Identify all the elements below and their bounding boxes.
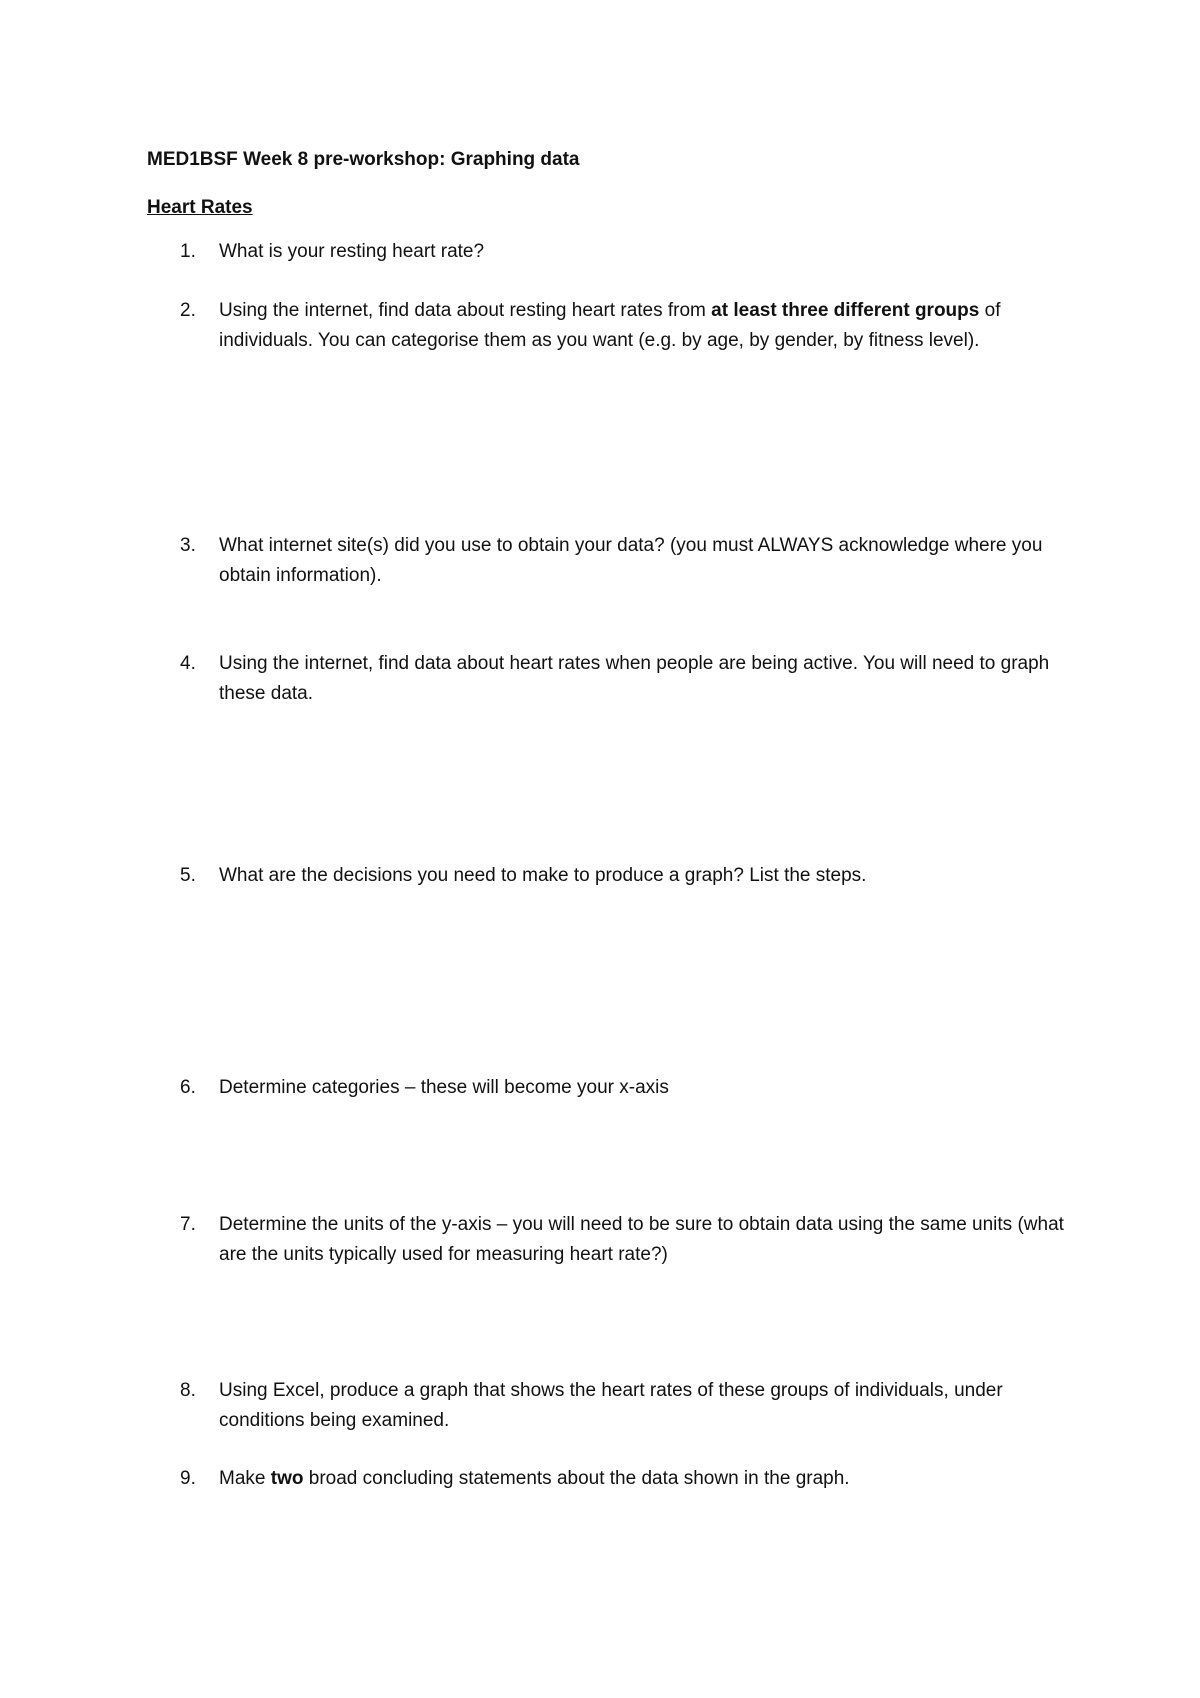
question-number: 8. [180,1380,196,1401]
question-6 [180,1073,1080,1103]
question-3 [180,531,1080,591]
question-number: 1. [180,241,196,262]
question-text: What are the decisions you need to make to produce a graph? List the steps. [219,865,867,886]
question-text-emphasis: at least three different groups [711,300,980,321]
document-title: MED1BSF Week 8 pre-workshop: Graphing data [147,149,580,170]
question-text-part: of individuals. You can categorise them as you want (e.g. by age, by gender, by fitness level). [219,300,1001,351]
question-text: Using the internet, find data about heart rates when people are being active. You will need to graph these data. [219,653,1050,704]
question-number: 6. [180,1077,196,1098]
question-number: 7. [180,1214,196,1235]
question-number: 5. [180,865,196,886]
question-text-part: Make [219,1468,271,1489]
question-8 [180,1376,1080,1436]
question-text: Determine categories – these will become your x-axis [219,1077,669,1098]
question-4 [180,649,1080,709]
question-2 [180,296,1080,356]
question-number: 2. [180,300,196,321]
question-number: 4. [180,653,196,674]
question-9 [180,1464,1080,1494]
question-text [219,1464,1080,1494]
question-number: 9. [180,1468,196,1489]
section-heading-heart-rates: Heart Rates [147,197,253,218]
question-7 [180,1210,1080,1270]
question-text: What internet site(s) did you use to obtain your data? (you must ALWAYS acknowledge where you obtain information). [219,535,1043,586]
question-text-emphasis: two [270,1468,304,1489]
question-text [219,296,1080,356]
question-text: Determine the units of the y-axis – you will need to be sure to obtain data using the same units (what are the units typically used for measuring heart rate?) [219,1214,1064,1265]
question-text-part: broad concluding statements about the data shown in the graph. [303,1468,850,1489]
question-text: What is your resting heart rate? [219,241,485,262]
question-text: Using Excel, produce a graph that shows the heart rates of these groups of individuals, under conditions being examined. [219,1380,1003,1431]
question-number: 3. [180,535,196,556]
question-5 [180,861,1080,891]
question-1 [180,237,1080,267]
question-text-part: Using the internet, find data about resting heart rates from [219,300,712,321]
